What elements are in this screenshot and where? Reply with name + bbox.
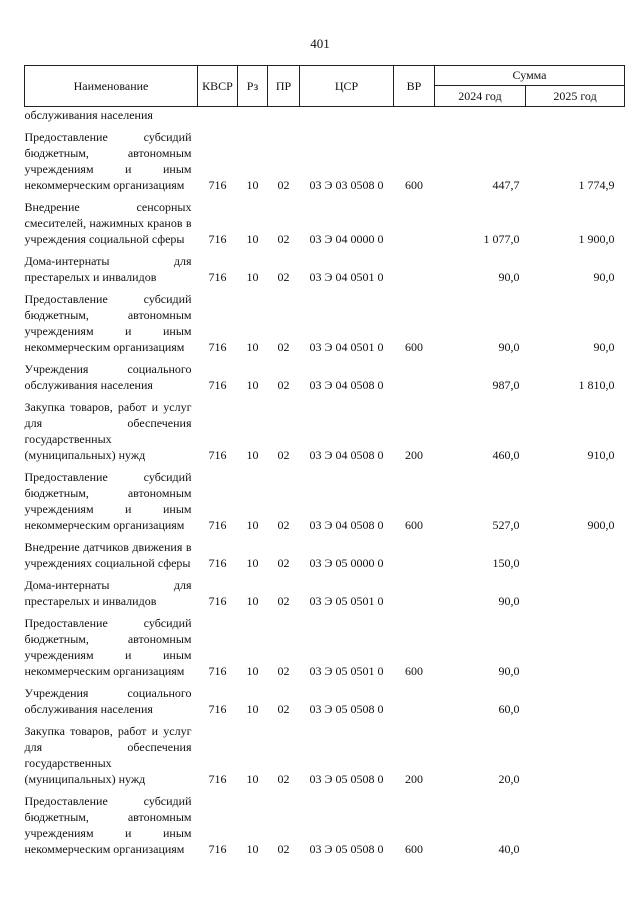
row-name: Закупка товаров, работ и услуг для обеспечения государственных (муниципальных) нужд — [24, 724, 192, 786]
row-rz: 10 — [246, 518, 259, 532]
table-row — [25, 285, 625, 355]
row-sum-2025 — [526, 609, 625, 679]
row-sum-2024: 60,0 — [498, 702, 520, 716]
row-csr: 03 Э 05 0508 0 — [309, 842, 384, 856]
row-rz: 10 — [246, 448, 259, 462]
table-row — [25, 463, 625, 533]
row-csr: 03 Э 04 0501 0 — [309, 340, 384, 354]
row-rz: 10 — [246, 340, 259, 354]
row-name: Дома-интернаты для престарелых и инвалидов — [24, 254, 192, 284]
row-kvsr: 716 — [208, 232, 227, 246]
row-sum-2025: 1 810,0 — [578, 378, 615, 392]
row-kvsr: 716 — [208, 448, 227, 462]
row-sum-2024: 20,0 — [498, 772, 520, 786]
row-sum-2025 — [526, 787, 625, 857]
row-csr: 03 Э 04 0508 0 — [309, 378, 384, 392]
row-sum-2025 — [526, 571, 625, 609]
header-pr: ПР — [268, 66, 300, 107]
row-sum-2024: 90,0 — [498, 594, 520, 608]
row-csr: 03 Э 05 0508 0 — [309, 702, 384, 716]
row-pr: 02 — [277, 556, 290, 570]
row-sum-2024: 527,0 — [492, 518, 520, 532]
row-rz: 10 — [246, 556, 259, 570]
header-year-2024: 2024 год — [435, 86, 526, 107]
row-pr: 02 — [277, 340, 290, 354]
row-kvsr: 716 — [208, 518, 227, 532]
row-vr — [394, 679, 435, 717]
row-csr: 03 Э 05 0501 0 — [309, 664, 384, 678]
row-name: Учреждения социального обслуживания населения — [24, 686, 192, 716]
row-sum-2024: 447,7 — [492, 178, 520, 192]
header-csr: ЦСР — [300, 66, 394, 107]
row-pr: 02 — [277, 270, 290, 284]
row-pr: 02 — [277, 448, 290, 462]
row-csr: 03 Э 03 0508 0 — [309, 178, 384, 192]
row-rz: 10 — [246, 232, 259, 246]
row-rz: 10 — [246, 664, 259, 678]
row-name: Дома-интернаты для престарелых и инвалидов — [24, 578, 192, 608]
row-sum-2025: 90,0 — [593, 270, 615, 284]
row-kvsr: 716 — [208, 378, 227, 392]
row-sum-2024: 90,0 — [498, 340, 520, 354]
row-rz: 10 — [246, 772, 259, 786]
row-name: Предоставление субсидий бюджетным, автономным учреждениям и иным некоммерческим организациям — [24, 794, 192, 856]
row-pr: 02 — [277, 664, 290, 678]
row-rz: 10 — [246, 178, 259, 192]
row-vr: 600 — [405, 518, 423, 532]
row-name: Предоставление субсидий бюджетным, автономным учреждениям и иным некоммерческим организациям — [24, 292, 192, 354]
row-kvsr: 716 — [208, 842, 227, 856]
row-csr: 03 Э 05 0501 0 — [309, 594, 384, 608]
row-vr — [394, 193, 435, 247]
row-csr: 03 Э 04 0000 0 — [309, 232, 384, 246]
table-row — [25, 787, 625, 857]
row-rz: 10 — [246, 270, 259, 284]
row-sum-2025: 900,0 — [587, 518, 615, 532]
row-sum-2024: 460,0 — [492, 448, 520, 462]
row-csr: 03 Э 04 0508 0 — [309, 448, 384, 462]
row-rz: 10 — [246, 378, 259, 392]
row-vr: 200 — [405, 772, 423, 786]
header-kvsr: КВСР — [198, 66, 238, 107]
row-pr: 02 — [277, 232, 290, 246]
page-number: 401 — [310, 36, 330, 51]
budget-table — [24, 65, 625, 857]
row-sum-2025 — [526, 107, 625, 124]
row-rz: 10 — [246, 702, 259, 716]
header-rz: Рз — [238, 66, 268, 107]
table-row — [25, 107, 625, 124]
table-row — [25, 123, 625, 193]
table-row — [25, 247, 625, 285]
table-row — [25, 679, 625, 717]
row-vr — [394, 107, 435, 124]
table-body — [25, 107, 625, 858]
row-kvsr: 716 — [208, 702, 227, 716]
row-sum-2024: 150,0 — [492, 556, 520, 570]
row-rz: 10 — [246, 594, 259, 608]
table-header — [25, 66, 625, 107]
row-pr: 02 — [277, 702, 290, 716]
row-sum-2025: 910,0 — [587, 448, 615, 462]
row-rz: 10 — [246, 842, 259, 856]
row-pr — [268, 107, 300, 124]
row-name: Предоставление субсидий бюджетным, автономным учреждениям и иным некоммерческим организациям — [24, 616, 192, 678]
row-sum-2024: 987,0 — [492, 378, 520, 392]
row-sum-2024: 40,0 — [498, 842, 520, 856]
row-kvsr: 716 — [208, 772, 227, 786]
row-name: обслуживания населения — [24, 108, 153, 122]
row-pr: 02 — [277, 518, 290, 532]
row-sum-2024 — [435, 107, 526, 124]
row-kvsr: 716 — [208, 270, 227, 284]
row-name: Внедрение сенсорных смесителей, нажимных кранов в учреждения социальной сферы — [24, 200, 192, 246]
row-pr: 02 — [277, 378, 290, 392]
row-csr — [300, 107, 394, 124]
row-csr: 03 Э 04 0501 0 — [309, 270, 384, 284]
row-csr: 03 Э 04 0508 0 — [309, 518, 384, 532]
row-sum-2024: 1 077,0 — [483, 232, 520, 246]
row-pr: 02 — [277, 178, 290, 192]
table-row — [25, 393, 625, 463]
row-kvsr: 716 — [208, 178, 227, 192]
row-kvsr: 716 — [208, 556, 227, 570]
row-vr: 600 — [405, 664, 423, 678]
table-row — [25, 355, 625, 393]
row-sum-2025 — [526, 679, 625, 717]
row-vr: 600 — [405, 842, 423, 856]
row-sum-2025: 90,0 — [593, 340, 615, 354]
row-sum-2025 — [526, 533, 625, 571]
header-name: Наименование — [25, 66, 198, 107]
row-name: Предоставление субсидий бюджетным, автономным учреждениям и иным некоммерческим организациям — [24, 130, 192, 192]
row-pr: 02 — [277, 842, 290, 856]
row-vr: 200 — [405, 448, 423, 462]
row-pr: 02 — [277, 594, 290, 608]
row-pr: 02 — [277, 772, 290, 786]
row-vr — [394, 247, 435, 285]
row-kvsr: 716 — [208, 664, 227, 678]
row-csr: 03 Э 05 0000 0 — [309, 556, 384, 570]
row-sum-2024: 90,0 — [498, 270, 520, 284]
row-vr — [394, 533, 435, 571]
header-year-2025: 2025 год — [526, 86, 625, 107]
row-name: Предоставление субсидий бюджетным, автономным учреждениям и иным некоммерческим организациям — [24, 470, 192, 532]
table-row — [25, 609, 625, 679]
row-name: Закупка товаров, работ и услуг для обеспечения государственных (муниципальных) нужд — [24, 400, 192, 462]
row-vr — [394, 355, 435, 393]
row-sum-2025 — [526, 717, 625, 787]
row-sum-2024: 90,0 — [498, 664, 520, 678]
table-row — [25, 193, 625, 247]
row-csr: 03 Э 05 0508 0 — [309, 772, 384, 786]
table-row — [25, 717, 625, 787]
row-kvsr — [198, 107, 238, 124]
row-name: Учреждения социального обслуживания населения — [24, 362, 192, 392]
header-vr: ВР — [394, 66, 435, 107]
row-kvsr: 716 — [208, 594, 227, 608]
row-vr — [394, 571, 435, 609]
header-sum: Сумма — [435, 66, 625, 86]
row-rz — [238, 107, 268, 124]
table-row — [25, 571, 625, 609]
row-name: Внедрение датчиков движения в учреждениях социальной сферы — [24, 540, 192, 570]
row-kvsr: 716 — [208, 340, 227, 354]
row-vr: 600 — [405, 178, 423, 192]
row-vr: 600 — [405, 340, 423, 354]
row-sum-2025: 1 774,9 — [578, 178, 615, 192]
table-row — [25, 533, 625, 571]
row-sum-2025: 1 900,0 — [578, 232, 615, 246]
